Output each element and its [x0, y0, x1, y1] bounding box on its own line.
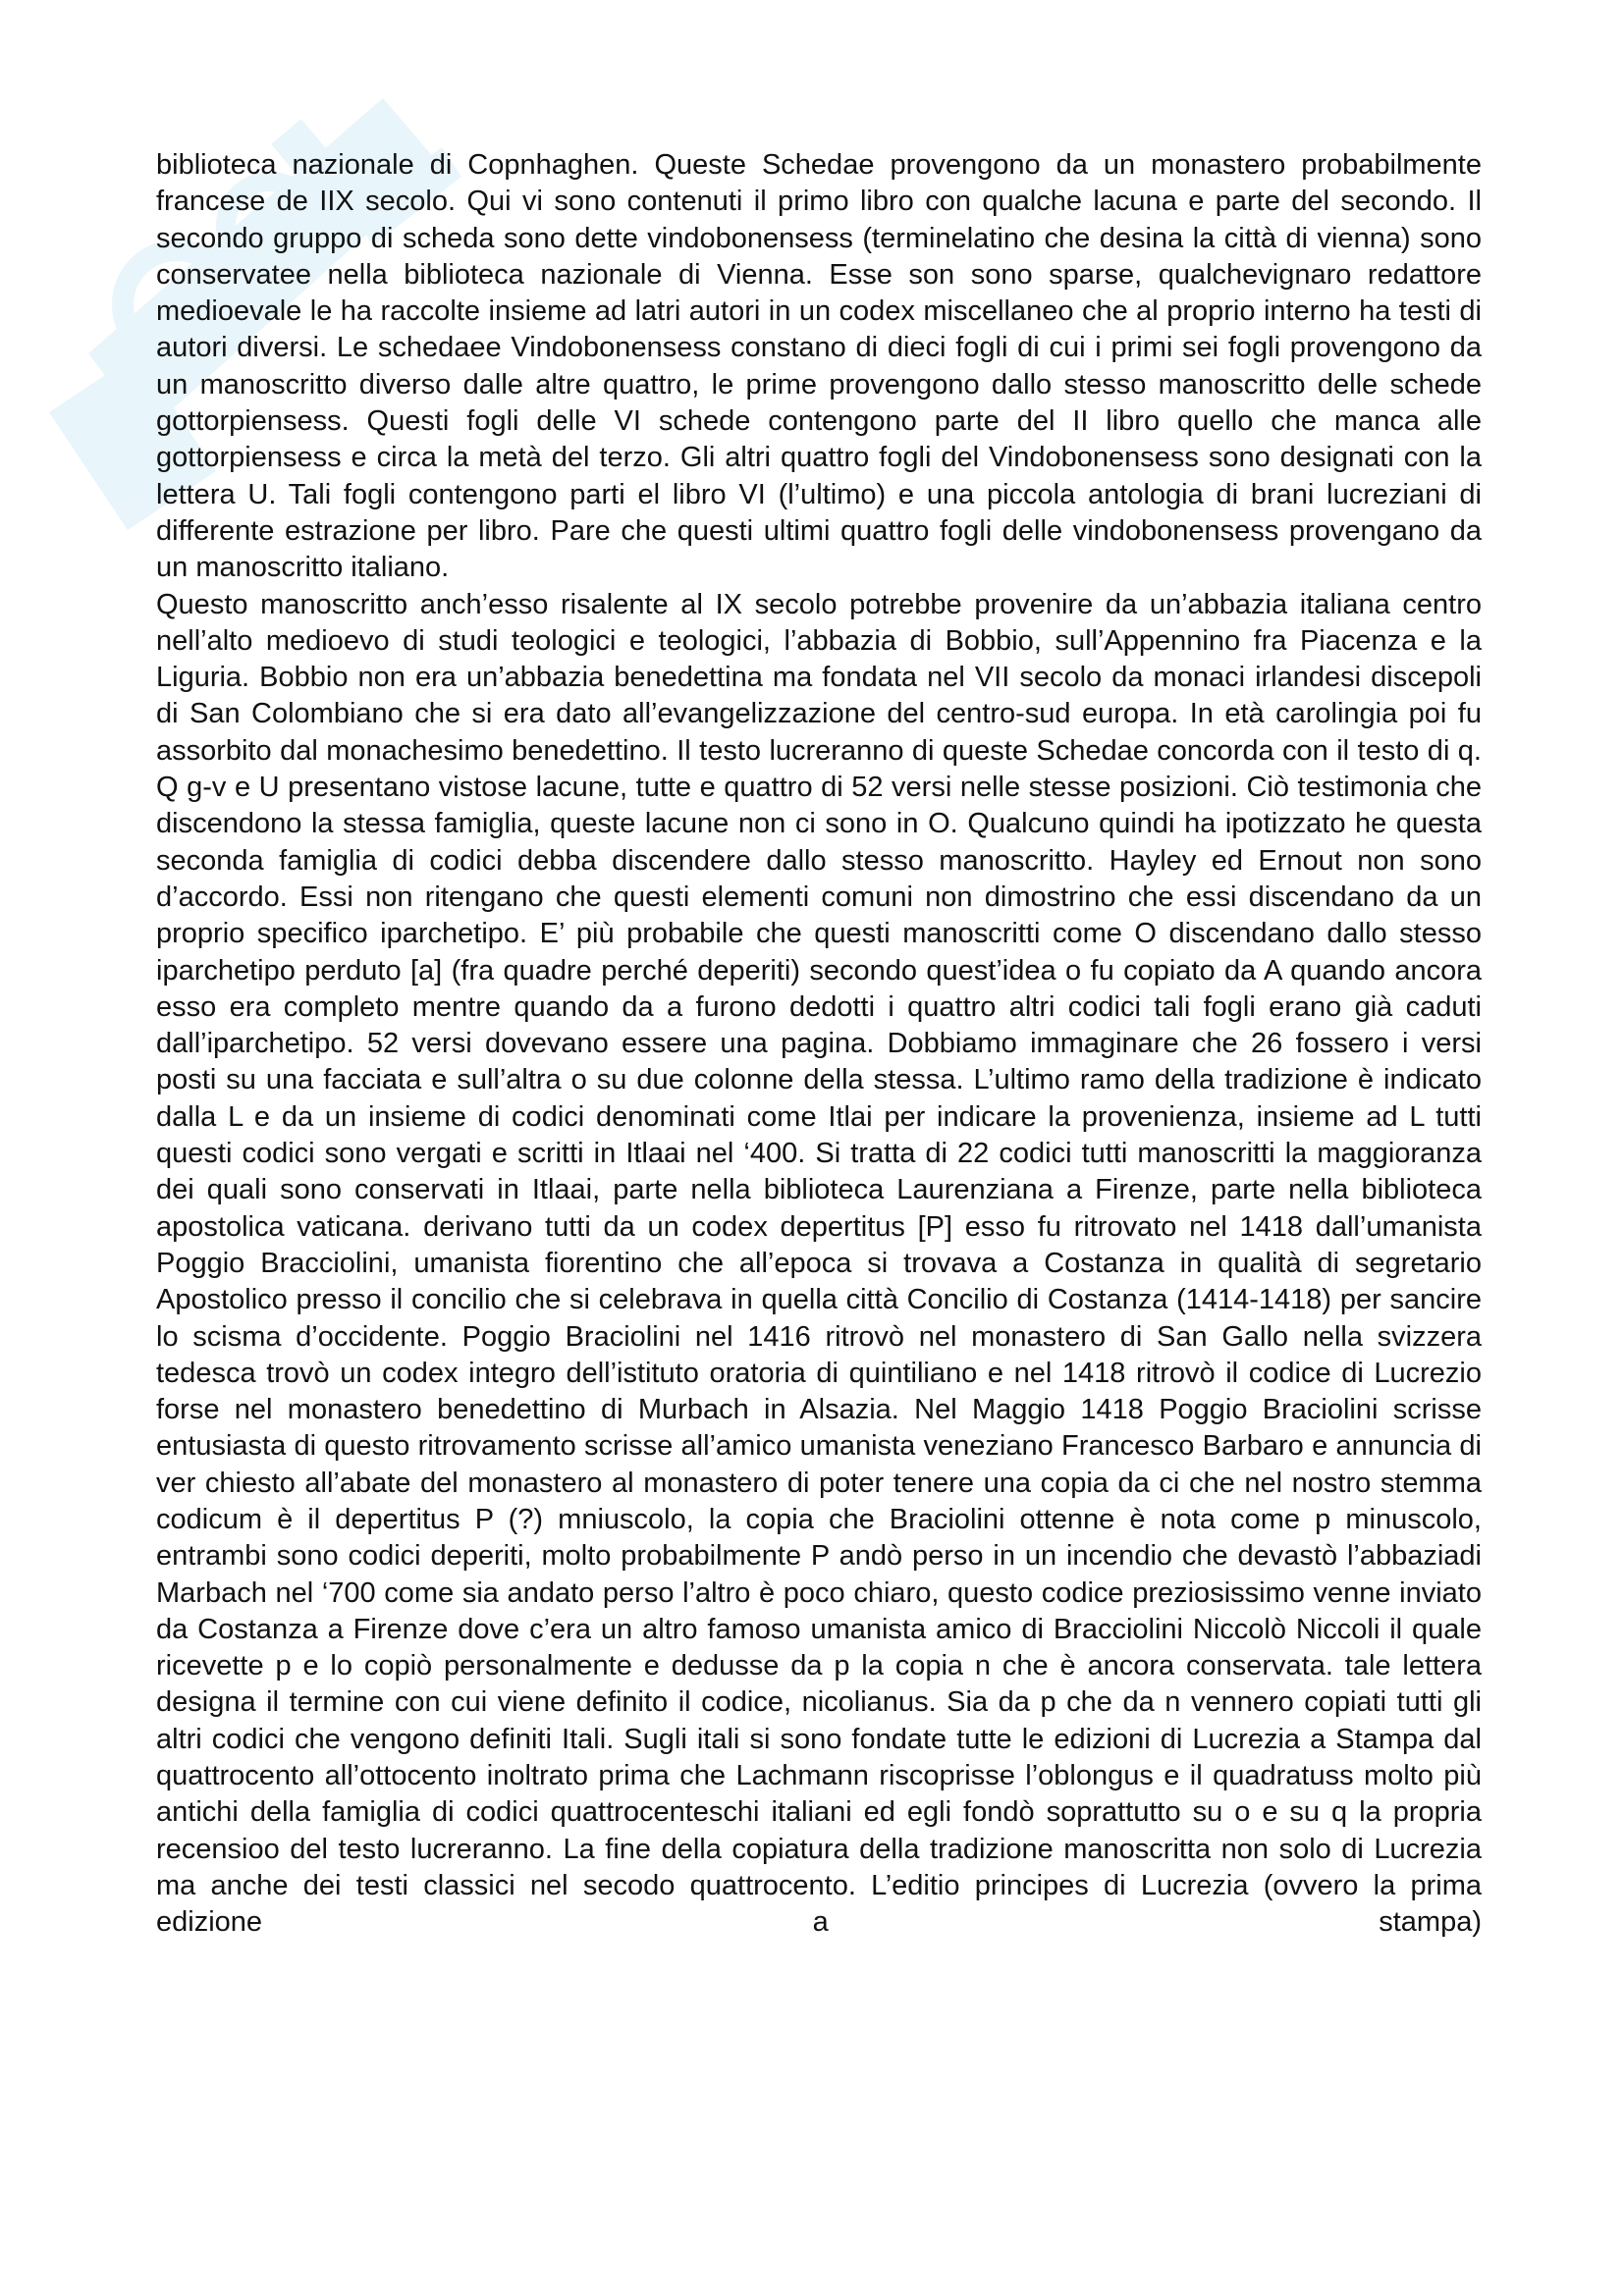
paragraph-2: Questo manoscritto anch’esso risalente al IX secolo potrebbe provenire da un’abbazia italiana centro nell’alto medioevo di studi teologici e teologici, l’abbazia di Bobbio, sull’Appennino fra Piacenza e la Liguria. Bobbio non era un’abbazia benedettina ma fondata nel VII secolo da monaci irlandesi discepoli di San Colombiano che si era dato all’evangelizzazione del centro-sud europa. In età carolingia poi fu assorbito dal monachesimo benedettino. Il testo lucreranno di queste Schedae concorda con il testo di q. Q g-v e U presentano vistose lacune, tutte e quattro di 52 versi nelle stesse posizioni. Ciò testimonia che discendono la stessa famiglia, queste lacune non ci sono in O. Qualcuno quindi ha ipotizzato he questa seconda famiglia di codici debba discendere dallo stesso manoscritto. Hayley ed Ernout non sono d’accordo. Essi non ritengano che questi elementi comuni non dimostrino che essi discendano da un proprio specifico iparchetipo. E’ più probabile che questi manoscritti come O discendano dallo stesso iparchetipo perduto [a] (fra quadre perché deperiti) secondo quest’idea o fu copiato da A quando ancora esso era completo mentre quando da a furono dedotti i quattro altri codici tali fogli erano già caduti dall’iparchetipo. 52 versi dovevano essere una pagina. Dobbiamo immaginare che 26 fossero i versi posti su una facciata e sull’altra o su due colonne della stessa. L’ultimo ramo della tradizione è indicato dalla L e da un insieme di codici denominati come Itlai per indicare la provenienza, insieme ad L tutti questi codici sono vergati e scritti in Itlaai nel ‘400. Si tratta di 22 codici tutti manoscritti la maggioranza dei quali sono conservati in Itlaai, parte nella biblioteca Laurenziana a Firenze, parte nella biblioteca apostolica vaticana. derivano tutti da un codex depertitus [P] esso fu ritrovato nel 1418 dall’umanista Poggio Bracciolini, umanista fiorentino che all’epoca si trovava a Costanza in qualità di segretario Apostolico presso il concilio che si celebrava in quella città Concilio di Costanza (1414-1418) per sancire lo scisma d’occidente. Poggio Braciolini nel 1416 ritrovò nel monastero di San Gallo nella svizzera tedesca trovò un codex integro dell’istituto oratoria di quintiliano e nel 1418 ritrovò il codice di Lucrezio forse nel monastero benedettino di Murbach in Alsazia. Nel Maggio 1418 Poggio Braciolini scrisse entusiasta di questo ritrovamento scrisse all’amico umanista veneziano Francesco Barbaro e annuncia di ver chiesto all’abate del monastero al monastero di poter tenere una copia da ci che nel nostro stemma codicum è il depertitus P (?) mniuscolo, la copia che Braciolini ottenne è nota come p minuscolo, entrambi sono codici deperiti, molto probabilmente P andò perso in un incendio che devastò l’abbaziadi Marbach nel ‘700 come sia andato perso l’altro è poco chiaro, questo codice preziosissimo venne inviato da Costanza a Firenze dove c’era un altro famoso umanista amico di Bracciolini Niccolò Niccoli il quale ricevette p e lo copiò personalmente e dedusse da p la copia n che è ancora conservata. tale lettera designa il termine con cui viene definito il codice, nicolianus. Sia da p che da n vennero copiati tutti gli altri codici che vengono definiti Itali. Sugli itali si sono fondate tutte le edizioni di Lucrezia a Stampa dal quattrocento all’ottocento inoltrato prima che Lachmann riscoprisse l’oblongus e il quadratuss molto più antichi della famiglia di codici quattrocenteschi italiani ed egli fondò soprattutto su o e su q la propria recensioo del testo lucreranno. La fine della copiatura della tradizione manoscritta non solo di Lucrezia ma anche dei testi classici nel secodo quattrocento. L’editio principes di Lucrezia (ovvero la prima edizione a stampa)	[156, 588, 1482, 1939]
paragraph-1: biblioteca nazionale di Copnhaghen. Queste Schedae provengono da un monastero probabilmente francese de IIX secolo. Qui vi sono contenuti il primo libro con qualche lacuna e parte del secondo. Il secondo gruppo di scheda sono dette vindobonensess (terminelatino che desina la città di vienna) sono conservatee nella biblioteca nazionale di Vienna. Esse son sono sparse, qualchevignaro redattore medioevale le ha raccolte insieme ad latri autori in un codex miscellaneo che al proprio interno ha testi di autori diversi. Le schedaee Vindobonensess constano di dieci fogli di cui i primi sei fogli provengono da un manoscritto diverso dalle altre quattro, le prime provengono dallo stesso manoscritto delle schede gottorpiensess. Questi fogli delle VI schede contengono parte del II libro quello che manca alle gottorpiensess e circa la metà del terzo. Gli altri quattro fogli del Vindobonensess sono designati con la lettera U. Tali fogli contengono parti el libro VI (l’ultimo) e una piccola antologia di brani lucreziani di differente estrazione per libro. Pare che questi ultimi quattro fogli delle vindobonensess provengano da un manoscritto italiano.	[156, 149, 1482, 584]
document-body	[156, 147, 1482, 1942]
